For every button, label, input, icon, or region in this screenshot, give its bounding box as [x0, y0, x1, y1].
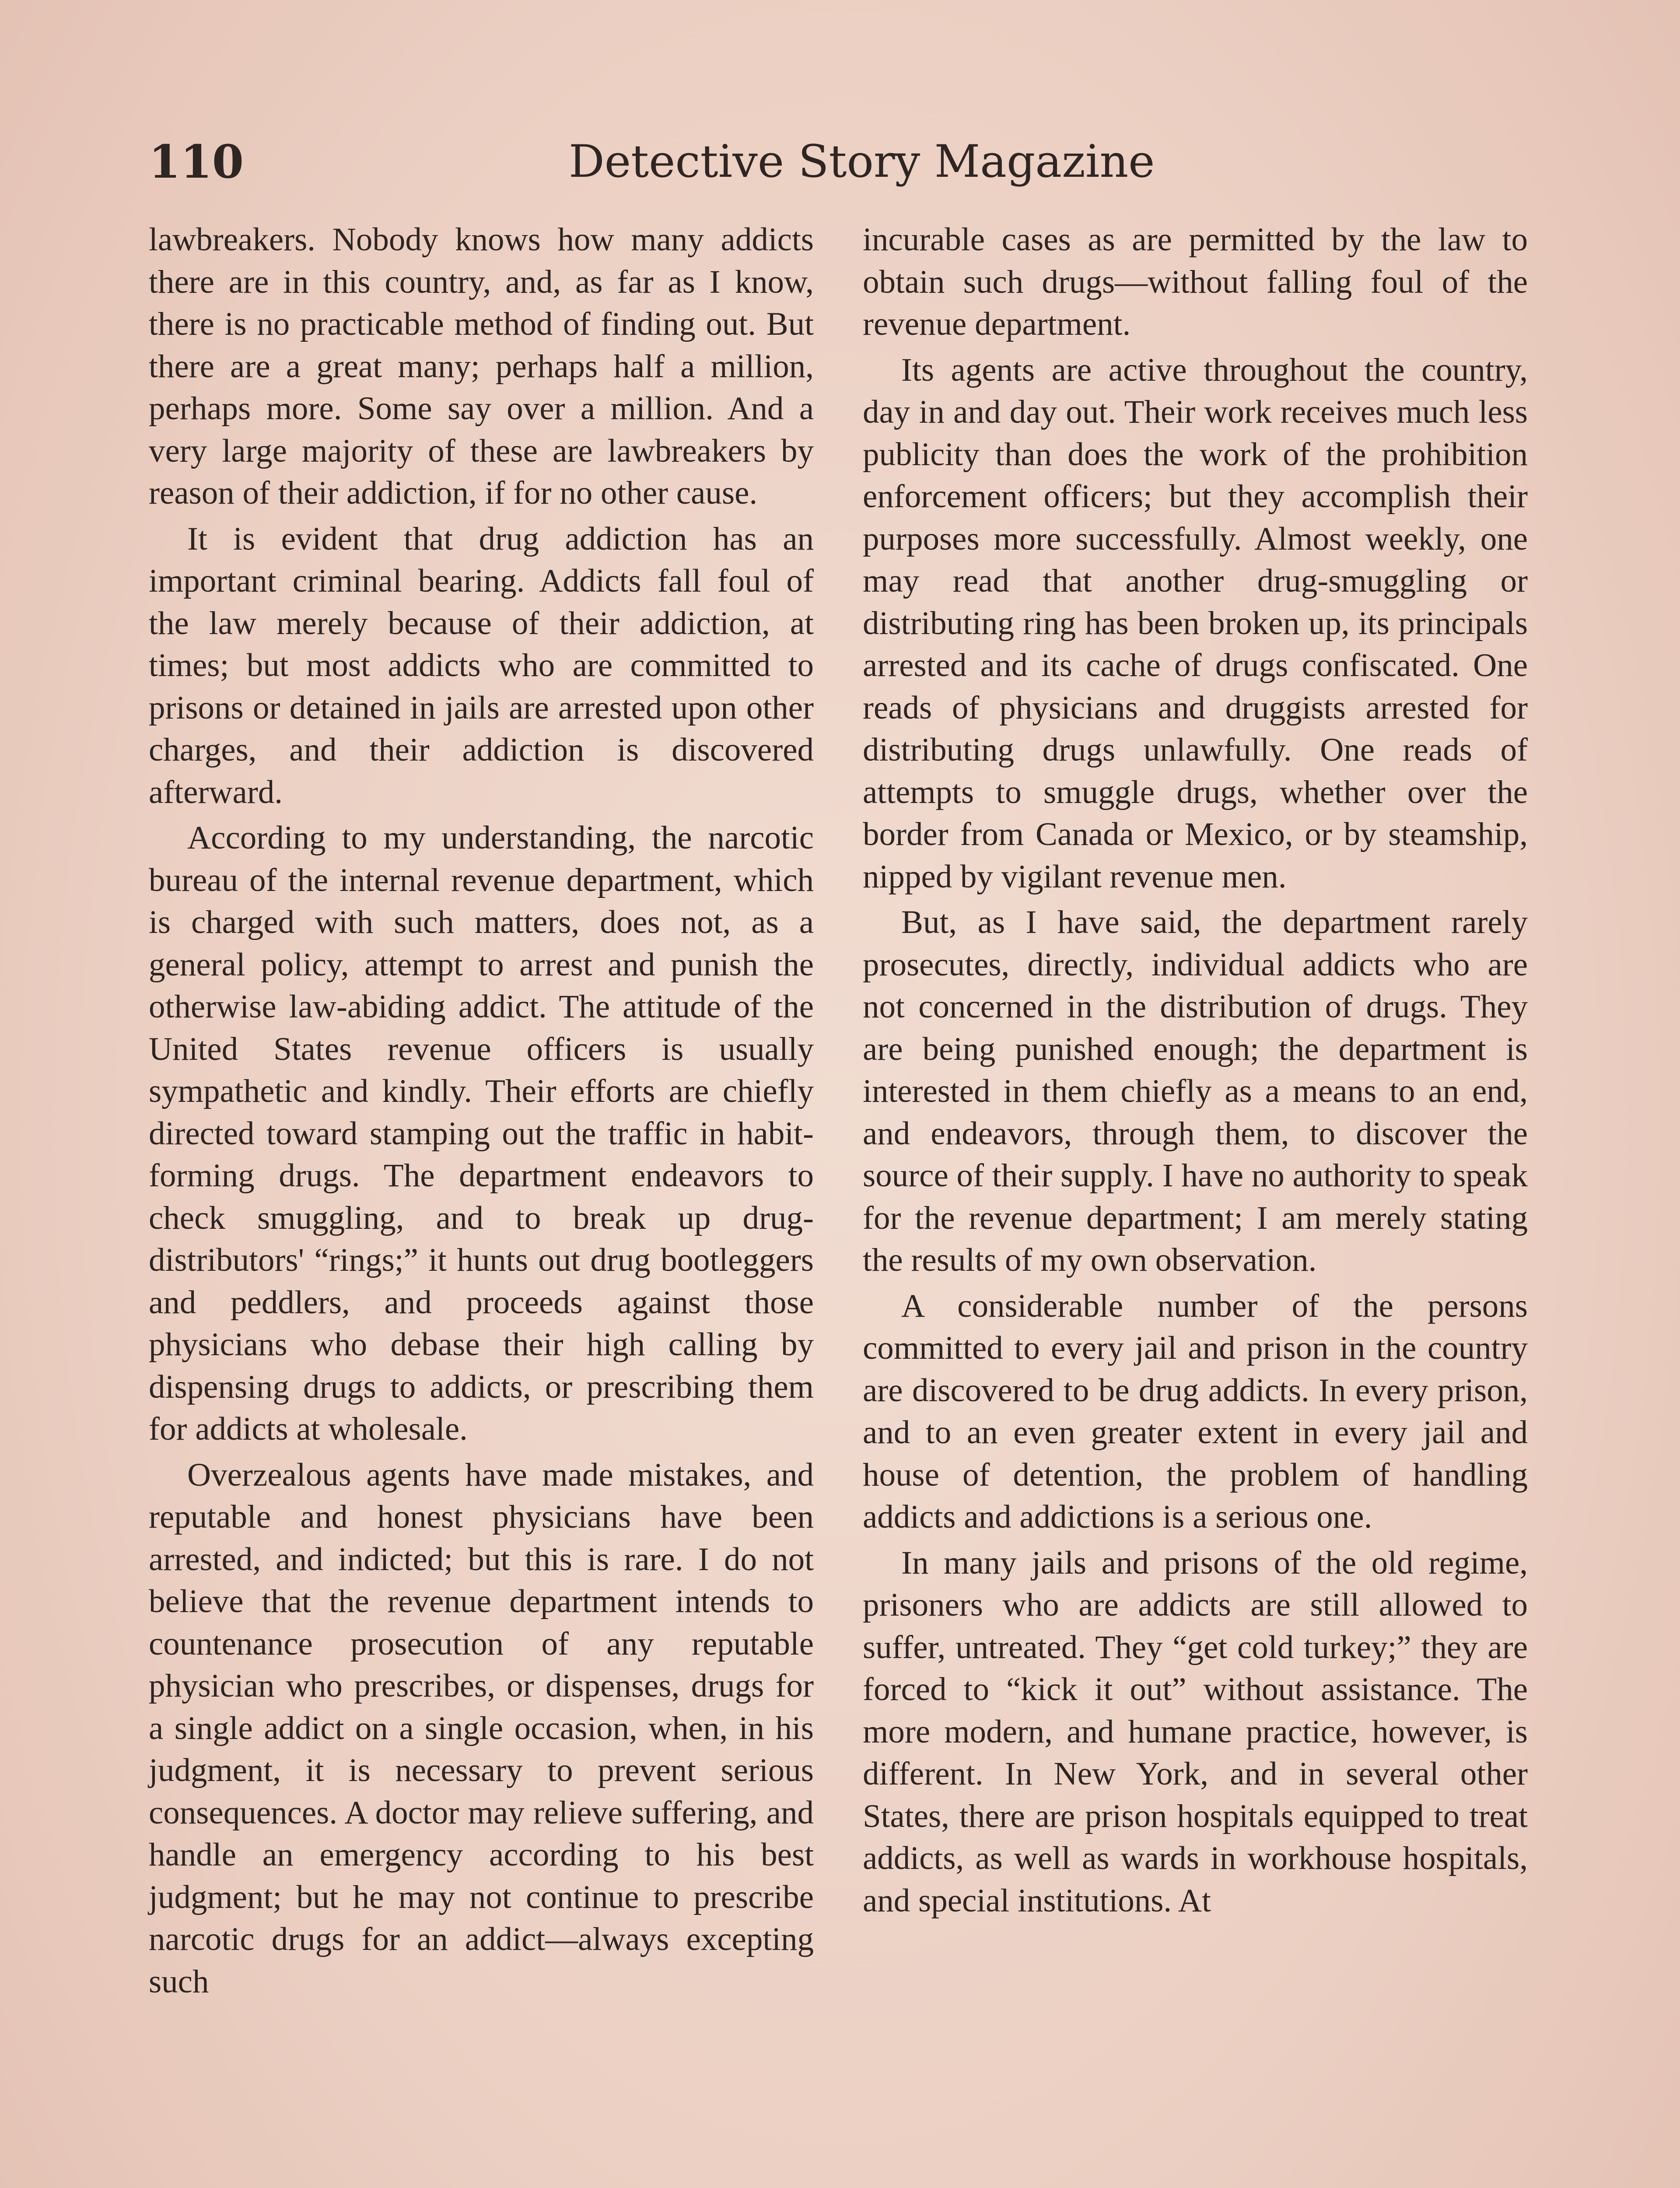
left-column	[149, 219, 814, 2003]
magazine-title: Detective Story Magazine	[569, 136, 1155, 188]
right-paragraph-2: Its agents are active throughout the country, day in and day out. Their work receives much less publicity than does the work of the prohibition enforcement officers; but they accomplish their purposes more successfully. Almost weekly, one may read that another drug-smuggling or distributing ring has been broken up, its principals arrested and its cache of drugs confiscated. One reads of physicians and druggists arrested for distributing drugs unlawfully. One reads of attempts to smuggle drugs, whether over the border from Canada or Mexico, or by steamship, nipped by vigilant revenue men.	[863, 351, 1528, 895]
right-paragraph-3: But, as I have said, the department rarely prosecutes, directly, individual addicts who are not concerned in the distribution of drugs. They are being punished enough; the department is interested in them chiefly as a means to an end, and endeavors, through them, to discover the source of their supply. I have no authority to speak for the revenue department; I am merely stating the results of my own observation.	[863, 904, 1528, 1278]
page-header	[149, 127, 1531, 197]
page-number: 110	[149, 135, 244, 189]
right-paragraph-1: incurable cases as are permitted by the law to obtain such drugs—without falling foul of the revenue department.	[863, 221, 1528, 342]
left-paragraph-1: lawbreakers. Nobody knows how many addicts there are in this country, and, as far as I know, there is no practicable method of finding out. But there are a great many; perhaps half a million, perhaps more. Some say over a million. And a very large majority of these are lawbreakers by reason of their addiction, if for no other cause.	[149, 221, 814, 511]
left-paragraph-4: Overzealous agents have made mistakes, and reputable and honest physicians have been arrested, and indicted; but this is rare. I do not believe that the revenue department intends to countenance prosecution of any reputable physician who prescribes, or dispenses, drugs for a single addict on a single occasion, when, in his judgment, it is necessary to prevent serious consequences. A doctor may relieve suffering, and handle an emergency according to his best judgment; but he may not continue to prescribe narcotic drugs for an addict—always excepting such	[149, 1456, 814, 2000]
right-column	[863, 219, 1528, 1922]
right-paragraph-4: A considerable number of the persons committed to every jail and prison in the country are discovered to be drug addicts. In every prison, and to an even greater extent in every jail and house of detention, the problem of handling addicts and addictions is a serious one.	[863, 1287, 1528, 1535]
right-paragraph-5: In many jails and prisons of the old regime, prisoners who are addicts are still allowed to suffer, untreated. They “get cold turkey;” they are forced to “kick it out” without assistance. The more modern, and humane practice, however, is different. In New York, and in several other States, there are prison hospitals equipped to treat addicts, as well as wards in workhouse hospitals, and special institutions. At	[863, 1544, 1528, 1919]
left-paragraph-3: According to my understanding, the narcotic bureau of the internal revenue department, which is charged with such matters, does not, as a general policy, attempt to arrest and punish the otherwise law-abiding addict. The attitude of the United States revenue officers is usually sympathetic and kindly. Their efforts are chiefly directed toward stamping out the traffic in habit-forming drugs. The department endeavors to check smuggling, and to break up drug-distributors' “rings;” it hunts out drug bootleggers and peddlers, and proceeds against those physicians who debase their high calling by dispensing drugs to addicts, or prescribing them for addicts at wholesale.	[149, 820, 814, 1447]
left-paragraph-2: It is evident that drug addiction has an important criminal bearing. Addicts fall foul of the law merely because of their addiction, at times; but most addicts who are committed to prisons or detained in jails are arrested upon other charges, and their addiction is discovered afterward.	[149, 520, 814, 810]
